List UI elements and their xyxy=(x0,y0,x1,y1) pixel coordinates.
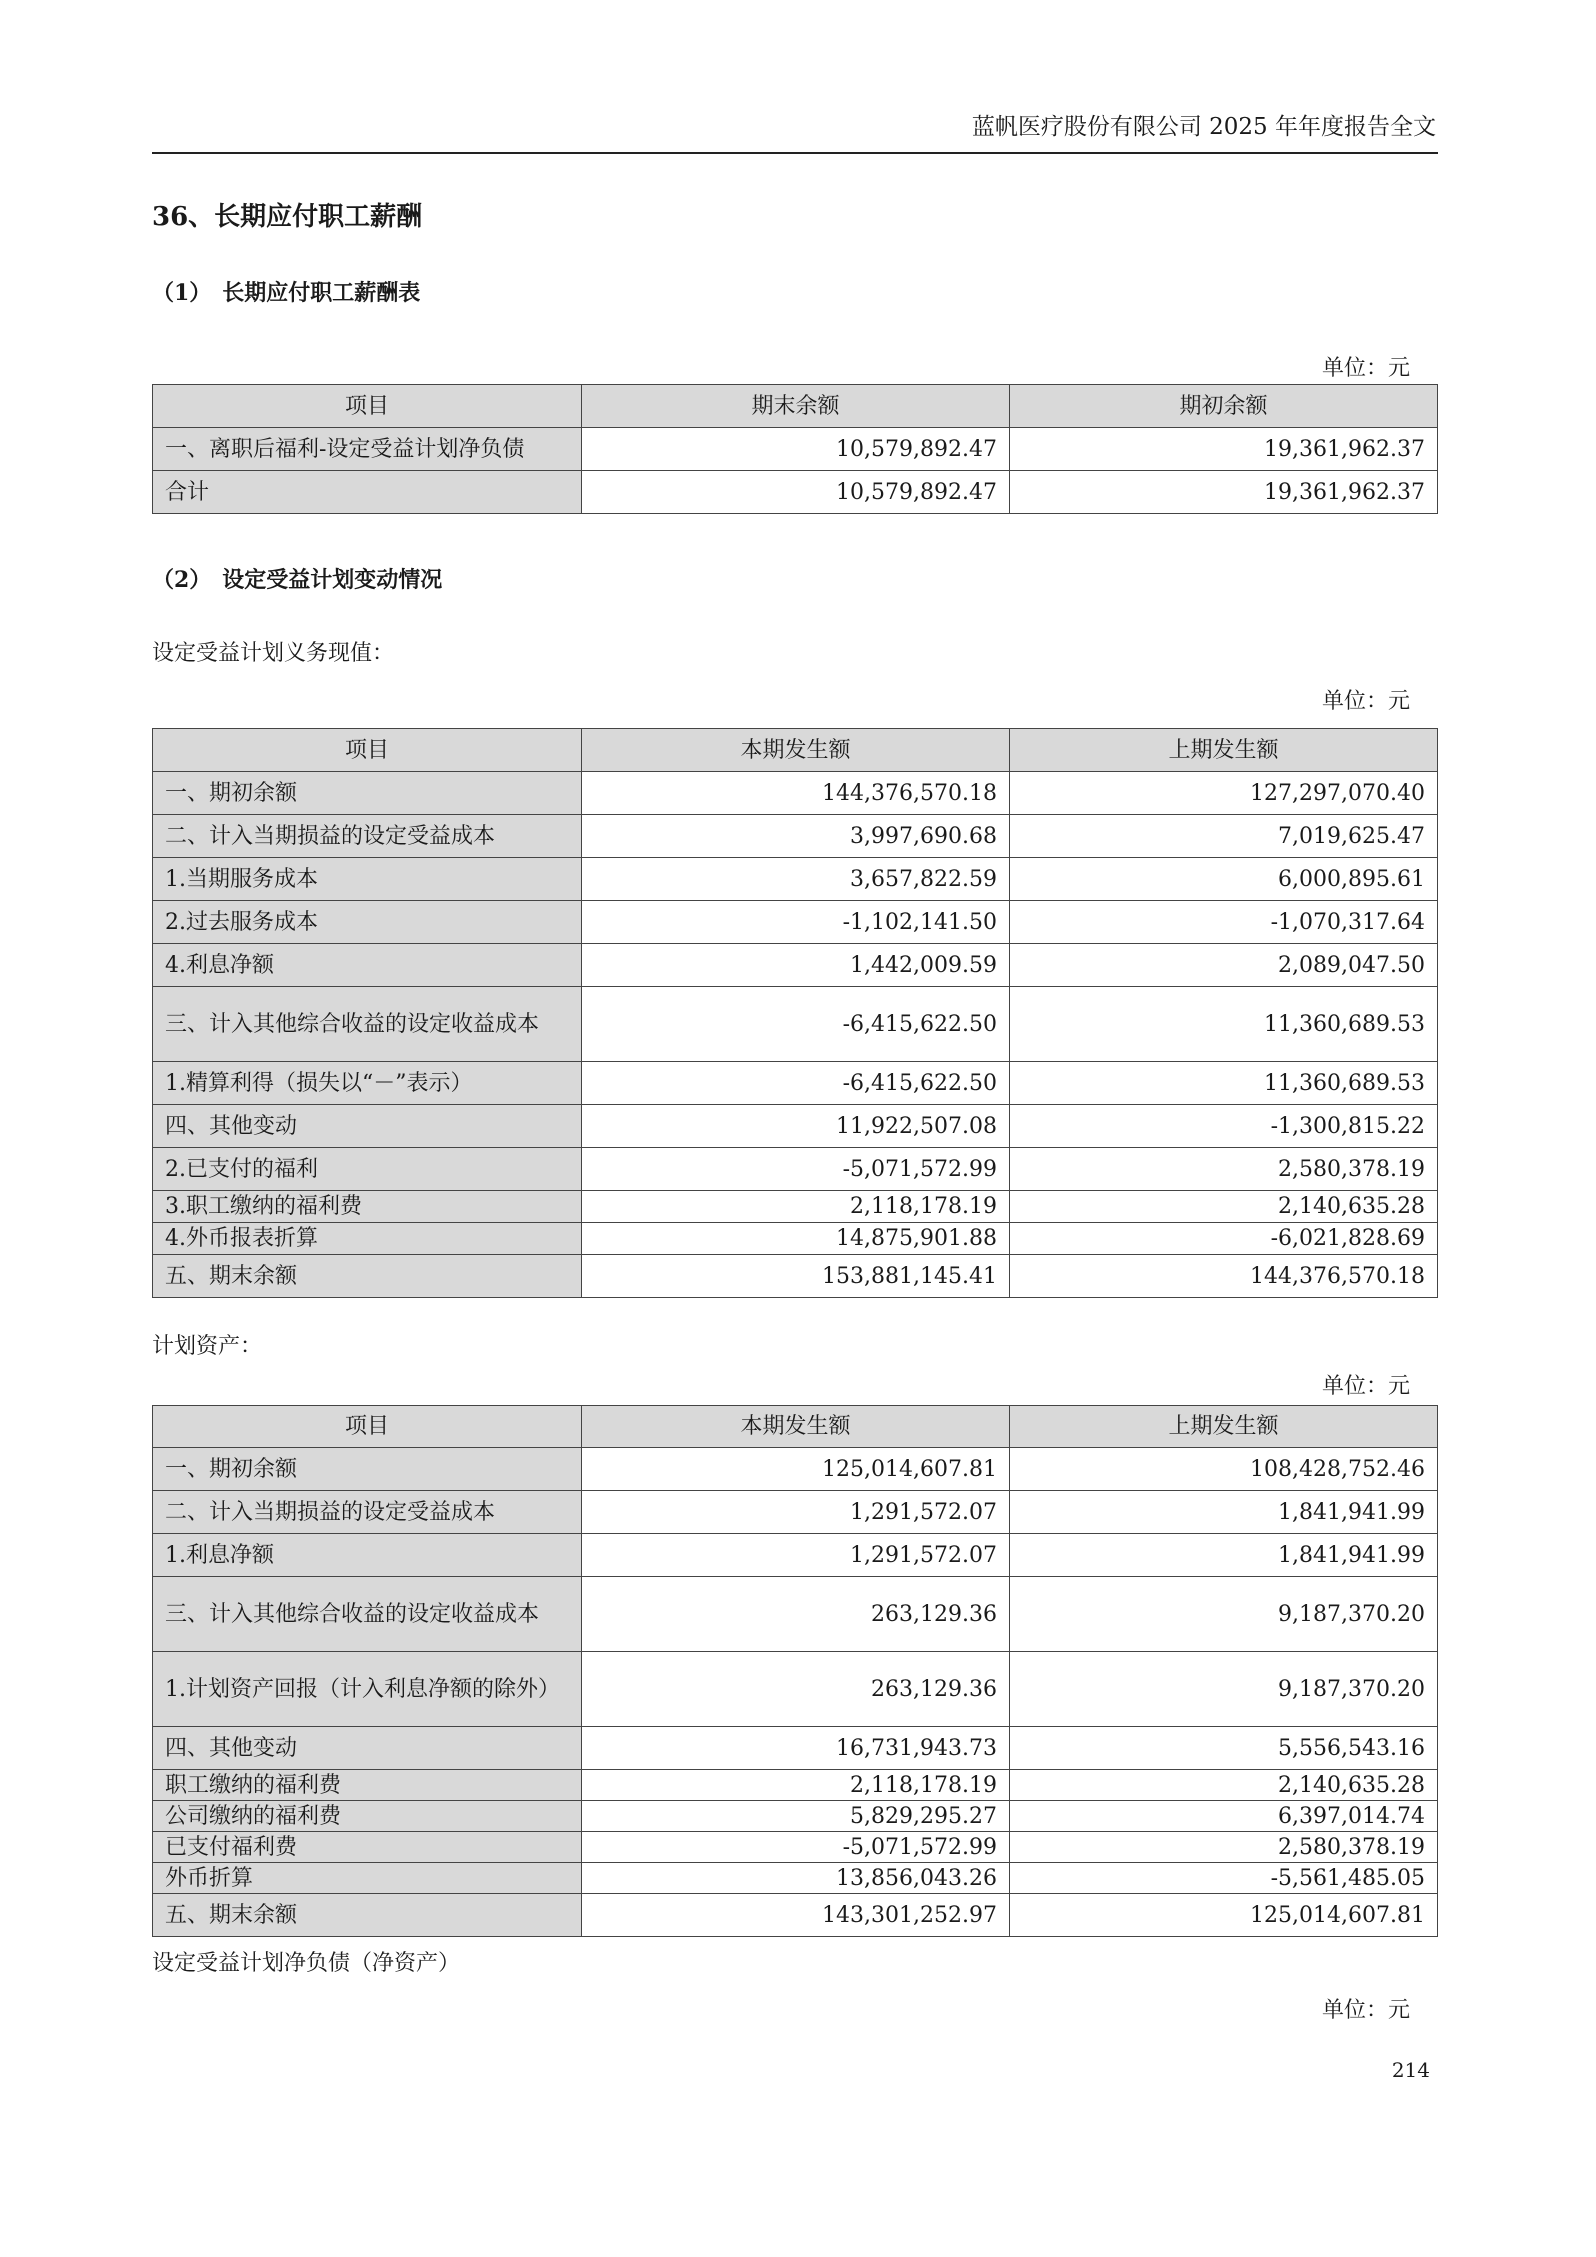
cell-value: -5,561,485.05 xyxy=(1010,1863,1438,1894)
column-header: 本期发生额 xyxy=(582,1406,1010,1448)
column-header: 项目 xyxy=(153,1406,582,1448)
cell-value: 19,361,962.37 xyxy=(1010,428,1438,471)
column-header: 本期发生额 xyxy=(582,729,1010,772)
table-row xyxy=(153,772,1438,815)
unit-label-3: 单位：元 xyxy=(1321,1374,1410,1399)
cell-value: 6,000,895.61 xyxy=(1010,858,1438,901)
cell-value: 10,579,892.47 xyxy=(582,471,1010,514)
table-row xyxy=(153,428,1438,471)
row-label: 3.职工缴纳的福利费 xyxy=(153,1191,582,1223)
table-row xyxy=(153,1223,1438,1255)
table-row xyxy=(153,1062,1438,1105)
cell-value: 2,118,178.19 xyxy=(582,1770,1010,1801)
section-title: 36、长期应付职工薪酬 xyxy=(152,202,423,232)
cell-value: -1,102,141.50 xyxy=(582,901,1010,944)
row-label: 2.已支付的福利 xyxy=(153,1148,582,1191)
cell-value: 6,397,014.74 xyxy=(1010,1801,1438,1832)
table-row xyxy=(153,471,1438,514)
table-row xyxy=(153,1863,1438,1894)
table-row xyxy=(153,1148,1438,1191)
cell-value: 125,014,607.81 xyxy=(1010,1894,1438,1937)
cell-value: -6,415,622.50 xyxy=(582,987,1010,1062)
cell-value: 143,301,252.97 xyxy=(582,1894,1010,1937)
subsection-title-1: （1） 长期应付职工薪酬表 xyxy=(152,280,421,306)
row-label: 1.利息净额 xyxy=(153,1534,582,1577)
cell-value: 1,442,009.59 xyxy=(582,944,1010,987)
obligation-present-value-table xyxy=(152,728,1438,1298)
row-label: 4.利息净额 xyxy=(153,944,582,987)
row-label: 1.当期服务成本 xyxy=(153,858,582,901)
column-header: 项目 xyxy=(153,729,582,772)
cell-value: 263,129.36 xyxy=(582,1652,1010,1727)
table-row xyxy=(153,1255,1438,1298)
cell-value: -1,300,815.22 xyxy=(1010,1105,1438,1148)
column-header: 上期发生额 xyxy=(1010,1406,1438,1448)
obligation-label: 设定受益计划义务现值： xyxy=(152,641,395,666)
table-header-row xyxy=(153,385,1438,428)
table-row xyxy=(153,815,1438,858)
unit-label-2: 单位：元 xyxy=(1321,689,1410,714)
row-label: 二、计入当期损益的设定受益成本 xyxy=(153,815,582,858)
cell-value: 2,089,047.50 xyxy=(1010,944,1438,987)
table-header-row xyxy=(153,1406,1438,1448)
row-label: 五、期末余额 xyxy=(153,1894,582,1937)
cell-value: 11,922,507.08 xyxy=(582,1105,1010,1148)
report-header-title: 蓝帆医疗股份有限公司 2025 年年度报告全文 xyxy=(971,114,1436,140)
cell-value: 1,291,572.07 xyxy=(582,1491,1010,1534)
row-label: 合计 xyxy=(153,471,582,514)
plan-assets-label: 计划资产： xyxy=(152,1334,263,1359)
cell-value: 263,129.36 xyxy=(582,1577,1010,1652)
row-label: 一、期初余额 xyxy=(153,1448,582,1491)
cell-value: 1,841,941.99 xyxy=(1010,1534,1438,1577)
cell-value: 14,875,901.88 xyxy=(582,1223,1010,1255)
cell-value: 108,428,752.46 xyxy=(1010,1448,1438,1491)
column-header: 项目 xyxy=(153,385,582,428)
table-row xyxy=(153,1448,1438,1491)
row-label: 公司缴纳的福利费 xyxy=(153,1801,582,1832)
cell-value: -6,415,622.50 xyxy=(582,1062,1010,1105)
cell-value: 10,579,892.47 xyxy=(582,428,1010,471)
cell-value: 2,580,378.19 xyxy=(1010,1148,1438,1191)
table-row xyxy=(153,1534,1438,1577)
header-divider xyxy=(152,152,1438,154)
cell-value: 125,014,607.81 xyxy=(582,1448,1010,1491)
unit-label-1: 单位：元 xyxy=(1321,356,1410,381)
cell-value: -1,070,317.64 xyxy=(1010,901,1438,944)
cell-value: 2,140,635.28 xyxy=(1010,1191,1438,1223)
column-header: 期初余额 xyxy=(1010,385,1438,428)
cell-value: 13,856,043.26 xyxy=(582,1863,1010,1894)
table-row xyxy=(153,1894,1438,1937)
table-row xyxy=(153,1801,1438,1832)
net-liability-label: 设定受益计划净负债（净资产） xyxy=(152,1951,461,1976)
table-row xyxy=(153,1491,1438,1534)
cell-value: 1,841,941.99 xyxy=(1010,1491,1438,1534)
cell-value: 9,187,370.20 xyxy=(1010,1652,1438,1727)
cell-value: 153,881,145.41 xyxy=(582,1255,1010,1298)
cell-value: 5,829,295.27 xyxy=(582,1801,1010,1832)
row-label: 4.外币报表折算 xyxy=(153,1223,582,1255)
table-row xyxy=(153,858,1438,901)
row-label: 四、其他变动 xyxy=(153,1105,582,1148)
table-row xyxy=(153,1105,1438,1148)
cell-value: 11,360,689.53 xyxy=(1010,1062,1438,1105)
table-row xyxy=(153,944,1438,987)
row-label: 四、其他变动 xyxy=(153,1727,582,1770)
subsection-title-2: （2） 设定受益计划变动情况 xyxy=(152,567,443,593)
row-label: 1.计划资产回报（计入利息净额的除外） xyxy=(153,1652,582,1727)
cell-value: 5,556,543.16 xyxy=(1010,1727,1438,1770)
row-label: 一、期初余额 xyxy=(153,772,582,815)
row-label: 五、期末余额 xyxy=(153,1255,582,1298)
table-row xyxy=(153,1770,1438,1801)
cell-value: 9,187,370.20 xyxy=(1010,1577,1438,1652)
cell-value: 2,580,378.19 xyxy=(1010,1832,1438,1863)
row-label: 外币折算 xyxy=(153,1863,582,1894)
cell-value: 2,118,178.19 xyxy=(582,1191,1010,1223)
row-label: 职工缴纳的福利费 xyxy=(153,1770,582,1801)
cell-value: 144,376,570.18 xyxy=(1010,1255,1438,1298)
cell-value: -5,071,572.99 xyxy=(582,1832,1010,1863)
table-row xyxy=(153,987,1438,1062)
cell-value: 1,291,572.07 xyxy=(582,1534,1010,1577)
column-header: 期末余额 xyxy=(582,385,1010,428)
cell-value: 144,376,570.18 xyxy=(582,772,1010,815)
page-number: 214 xyxy=(1391,2058,1430,2082)
table-row xyxy=(153,1832,1438,1863)
table-row xyxy=(153,901,1438,944)
column-header: 上期发生额 xyxy=(1010,729,1438,772)
cell-value: 11,360,689.53 xyxy=(1010,987,1438,1062)
cell-value: -6,021,828.69 xyxy=(1010,1223,1438,1255)
cell-value: 16,731,943.73 xyxy=(582,1727,1010,1770)
row-label: 一、离职后福利-设定受益计划净负债 xyxy=(153,428,582,471)
unit-label-4: 单位：元 xyxy=(1321,1998,1410,2023)
row-label: 已支付福利费 xyxy=(153,1832,582,1863)
cell-value: -5,071,572.99 xyxy=(582,1148,1010,1191)
cell-value: 7,019,625.47 xyxy=(1010,815,1438,858)
table-row xyxy=(153,1191,1438,1223)
plan-assets-table xyxy=(152,1405,1438,1937)
table-row xyxy=(153,1652,1438,1727)
table-header-row xyxy=(153,729,1438,772)
table-row xyxy=(153,1577,1438,1652)
row-label: 2.过去服务成本 xyxy=(153,901,582,944)
cell-value: 3,997,690.68 xyxy=(582,815,1010,858)
long-term-payroll-table xyxy=(152,384,1438,514)
row-label: 二、计入当期损益的设定受益成本 xyxy=(153,1491,582,1534)
cell-value: 3,657,822.59 xyxy=(582,858,1010,901)
row-label: 1.精算利得（损失以“－”表示） xyxy=(153,1062,582,1105)
cell-value: 19,361,962.37 xyxy=(1010,471,1438,514)
row-label: 三、计入其他综合收益的设定收益成本 xyxy=(153,1577,582,1652)
cell-value: 2,140,635.28 xyxy=(1010,1770,1438,1801)
row-label: 三、计入其他综合收益的设定收益成本 xyxy=(153,987,582,1062)
cell-value: 127,297,070.40 xyxy=(1010,772,1438,815)
table-row xyxy=(153,1727,1438,1770)
